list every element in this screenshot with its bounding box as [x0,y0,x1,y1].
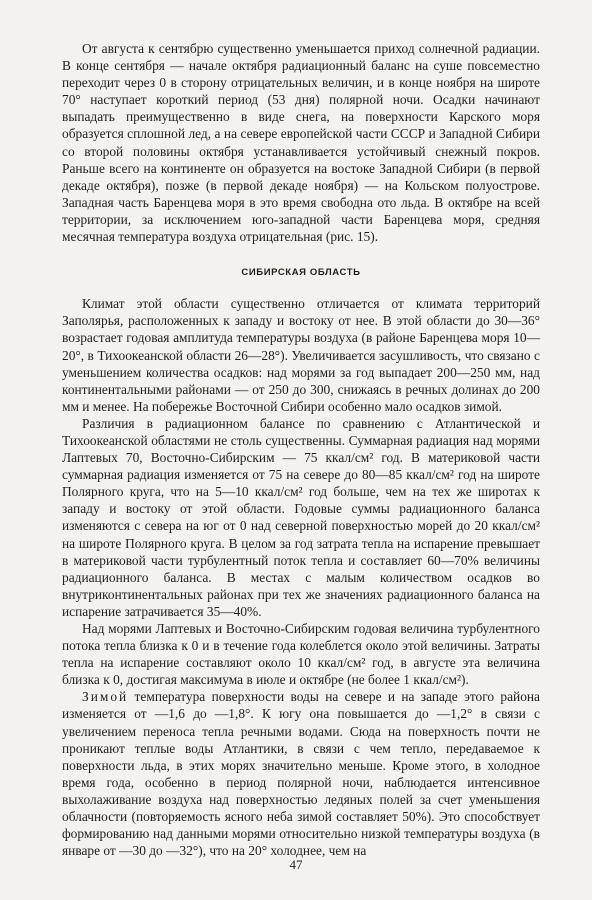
paragraph-5-body: температура поверхности воды на севере и на западе этого района изменяется от —1,6 до —1,8°. К югу она повышается до —1,2° в связи с увеличением переноса тепла речными водами. Сюда на поверхность почти не проникают теплые воды Атлантики, в связи с чем тепло, передаваемое к поверхности льда, в этих морях значительно меньше. Кроме этого, в холодное время года, особенно в период полярной ночи, наблюдается интенсивное выхолаживание воздуха над поверхностью ледяных полей за счет уменьшения облачности (повторяемость ясного неба зимой составляет 50%). Это способствует формированию над данными морями относительно низкой температуры воздуха (в январе от —30 до —32°), что на 20° холоднее, чем на [62,689,540,859]
section-heading: СИБИРСКАЯ ОБЛАСТЬ [241,267,361,279]
document-page [62,40,540,859]
paragraph-5-lead-word: Зимой [82,689,129,705]
page-number: 47 [289,857,303,872]
paragraph-2: Климат этой области существенно отличается от климата территорий Заполярья, расположенных к западу и востоку от нее. В этой области до 30—36° возрастает годовая амплитуда температуры воздуха (в районе Баренцева моря 10—20°, в Тихоокеанской области 26—28°). Увеличивается засушливость, что связано с уменьшением количества осадков: над морями за год выпадает 200—250 мм, над континентальными районами — от 250 до 300, снижаясь в речных долинах до 200 мм и менее. На побережье Восточной Сибири особенно мало осадков зимой. [62,296,540,414]
paragraph-5 [62,688,540,859]
paragraph-4: Над морями Лаптевых и Восточно-Сибирским годовая величина турбулентного потока тепла близка к 0 и в течение года колеблется около этой величины. Затраты тепла на испарение составляют около 10 ккал/см² год, в августе эта величина близка к 0, достигая максимума в июле и октябре (не более 1 ккал/см²). [62,621,540,688]
paragraph-1: От августа к сентябрю существенно уменьшается приход солнечной радиации. В конце сентября — начале октября радиационный баланс на суше повсеместно переходит через 0 в сторону отрицательных величин, и в конце ноября на широте 70° наступает короткий период (53 дня) полярной ночи. Осадки начинают выпадать преимущественно в виде снега, на поверхности Карского моря образуется сплошной лед, а на севере европейской части СССР и Западной Сибири со второй половины октября устанавливается устойчивый снежный покров. Раньше всего на континенте он образуется на востоке Западной Сибири (в первой декаде октября), позже (в первой декаде ноября) — на Кольском полуострове. Западная часть Баренцева моря в это время свободна ото льда. В октябре на всей территории, за исключением юго-западной части Баренцева моря, средняя месячная температура воздуха отрицательная (рис. 15). [62,41,540,245]
paragraph-3: Различия в радиационном балансе по сравнению с Атлантической и Тихоокеанской областями не столь существенны. Суммарная радиация над морями Лаптевых 70, Восточно-Сибирским — 75 ккал/см² год. В материковой части суммарная радиация изменяется от 75 на севере до 80—85 ккал/см² год на широте Полярного круга, что на 5—10 ккал/см² год больше, чем на тех же широтах к западу и востоку от этой области. Годовые суммы радиационного баланса изменяются с севера на юг от 0 над северной поверхностью морей до 20 ккал/см² на широте Полярного круга. В целом за год затрата тепла на испарение превышает в материковой части турбулентный поток тепла и составляет 60—70% величины радиационного баланса. В местах с малым количеством осадков во внутриконтинентальных районах при тех же значениях радиационного баланса на испарение затрачивается 35—40%. [62,415,540,619]
